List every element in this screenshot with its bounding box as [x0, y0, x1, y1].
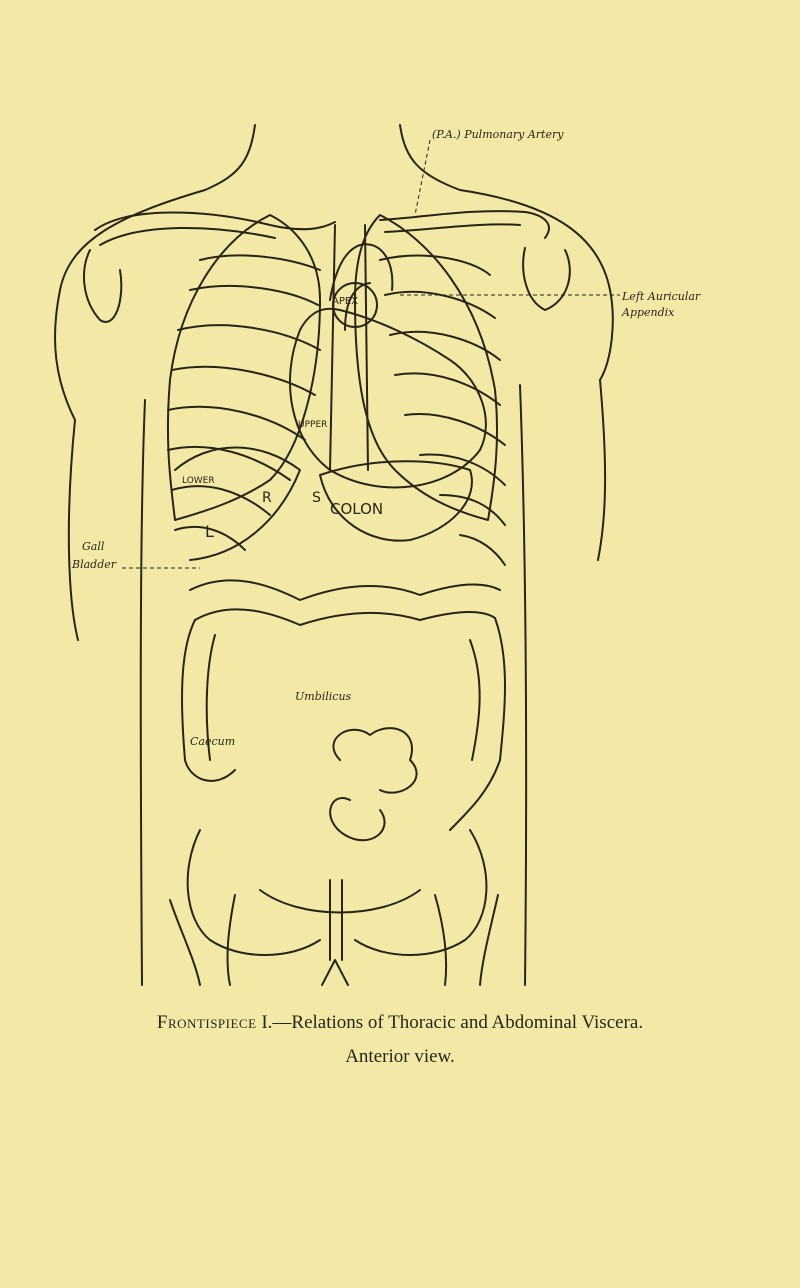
lower-label: LOWER	[182, 476, 215, 486]
figure-caption	[0, 1012, 800, 1034]
colon-label: COLON	[330, 500, 384, 518]
umbilicus-label: Umbilicus	[295, 690, 352, 703]
caption-label: Frontispiece	[156, 1012, 257, 1033]
liver-label: L	[205, 522, 214, 541]
left-clavicle	[95, 213, 335, 231]
neck-outline	[205, 125, 255, 190]
s-label: S	[312, 490, 321, 506]
upper-label: UPPER	[298, 420, 328, 430]
left-auricular-label: Left Auricular	[622, 290, 701, 303]
caption-title: —Relations of Thoracic and Abdominal Viscera.	[272, 1012, 644, 1033]
ascending-colon	[182, 620, 235, 781]
right-clavicle	[380, 211, 549, 238]
sternum	[330, 225, 368, 470]
apex-label: APEX	[332, 296, 359, 307]
caption-number: I.	[261, 1012, 273, 1033]
caecum-label: Caecum	[190, 735, 236, 748]
appendix-label: Appendix	[622, 306, 675, 319]
transverse-colon	[190, 580, 500, 600]
bladder-label: Bladder	[72, 558, 117, 571]
r-label: R	[262, 490, 272, 506]
torso-outline	[55, 190, 205, 420]
gall-label: Gall	[82, 540, 105, 553]
pulmonary-artery-leader	[415, 140, 430, 215]
right-lung	[355, 215, 497, 520]
figure-subcaption: Anterior view.	[345, 1046, 455, 1067]
pulmonary-artery-label: (P.A.) Pulmonary Artery	[432, 128, 564, 141]
pelvis	[188, 830, 320, 955]
